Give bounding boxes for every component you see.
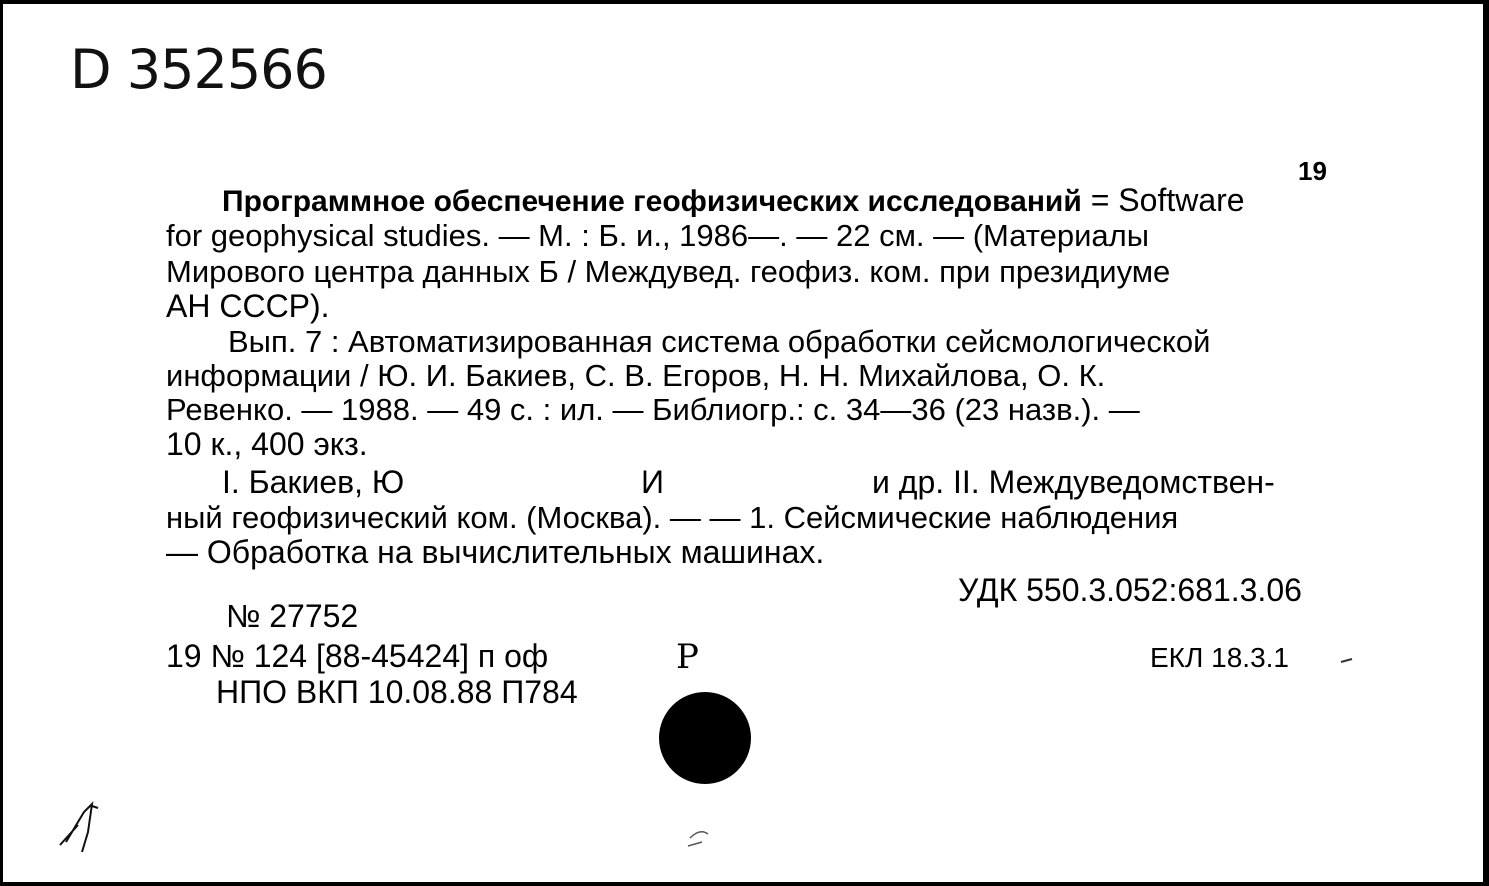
ekl-classification: ЕКЛ 18.3.1 xyxy=(1150,642,1289,673)
printer-line: НПО ВКП 10.08.88 П784 xyxy=(216,674,578,710)
description-line-2: for geophysical studies. — М. : Б. и., 1986—. — 22 см. — (Материалы xyxy=(166,218,1150,253)
description-line-4: АН СССР). xyxy=(166,288,330,324)
pen-tick xyxy=(1341,659,1352,662)
handwritten-mark: Р xyxy=(676,637,699,677)
handwritten-scribble xyxy=(60,804,98,852)
tracing-1c: и др. II. Междуведомствен- xyxy=(872,464,1275,500)
volume-line-2: информации / Ю. И. Бакиев, С. В. Егоров, Н. Н. Михайлова, О. К. xyxy=(166,358,1106,393)
title-bold: Программное обеспечение геофизических исследований xyxy=(222,185,1082,218)
tracing-1b: И xyxy=(641,464,664,500)
volume-line-4: 10 к., 400 экз. xyxy=(166,426,368,462)
tracing-line-2: ный геофизический ком. (Москва). — — 1. Сейсмические наблюдения xyxy=(166,500,1179,535)
volume-line-3: Ревенко. — 1988. — 49 с. : ил. — Библиогр.: с. 34—36 (23 назв.). — xyxy=(166,392,1140,427)
tracing-line-3: — Обработка на вычислительных машинах. xyxy=(166,534,825,570)
smudge-mark xyxy=(688,832,708,846)
udc-number: УДК 550.3.052:681.3.06 xyxy=(958,572,1302,608)
order-line: 19 № 124 [88-45424] п оф xyxy=(166,638,549,674)
call-number: D 352566 xyxy=(70,38,327,101)
volume-mark: 19 xyxy=(1298,156,1327,186)
tracing-1a: I. Бакиев, Ю xyxy=(222,464,405,500)
volume-line-1: Вып. 7 : Автоматизированная система обработки сейсмологической xyxy=(228,324,1211,359)
description-line-3: Мирового центра данных Б / Междувед. геофиз. ком. при президиуме xyxy=(166,254,1171,289)
title-parallel: = Software xyxy=(1081,182,1245,218)
card-number: № 27752 xyxy=(226,598,359,634)
